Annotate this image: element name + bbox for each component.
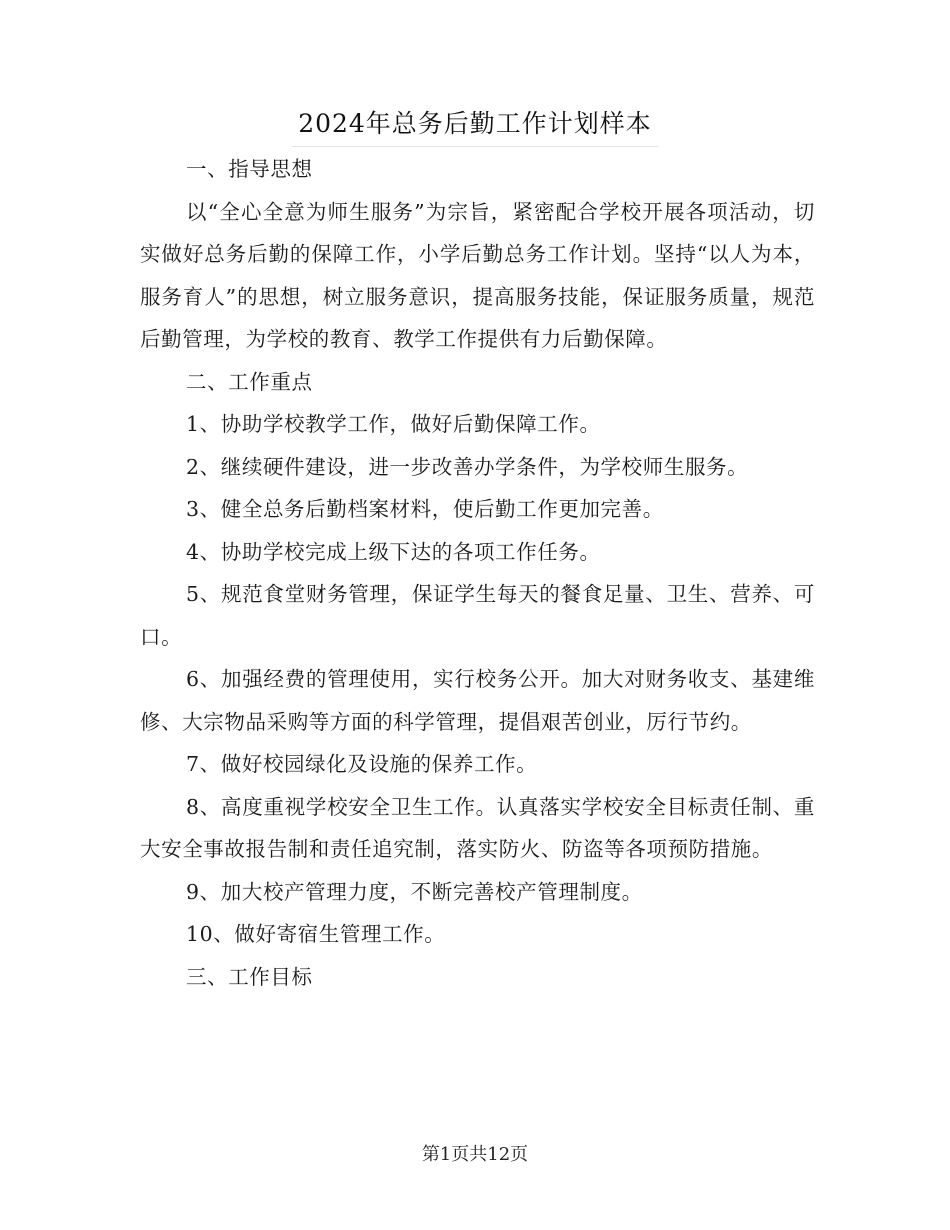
page-number-footer: 第1页共12页 [421, 1144, 529, 1165]
work-item-2: 2、继续硬件建设，进一步改善办学条件，为学校师生服务。 [186, 454, 749, 479]
work-item-5: 5、规范食堂财务管理，保证学生每天的餐食足量、卫生、营养、可口。 [140, 582, 815, 649]
work-item-6: 6、加强经费的管理使用，实行校务公开。加大对财务收支、基建维修、大宗物品采购等方面的科学管理，提倡艰苦创业，厉行节约。 [140, 667, 815, 734]
section-heading-work-goals: 三、工作目标 [186, 964, 313, 989]
document-title: 2024年总务后勤工作计划样本 [292, 100, 658, 147]
work-item-3: 3、健全总务后勤档案材料，使后勤工作更加完善。 [186, 497, 664, 521]
work-item-1: 1、协助学校教学工作，做好后勤保障工作。 [186, 412, 601, 436]
paragraph-guiding-principle: 以“全心全意为师生服务”为宗旨，紧密配合学校开展各项活动，切实做好总务后勤的保障工作，小学后勤总务工作计划。坚持“以人为本，服务育人”的思想，树立服务意识，提高服务技能，保证服务质量，规范后勤管理，为学校的教育、教学工作提供有力后勤保障。 [140, 199, 815, 351]
work-item-4: 4、协助学校完成上级下达的各项工作任务。 [186, 539, 601, 564]
section-heading-guiding-principle: 一、指导思想 [186, 157, 313, 181]
work-item-9: 9、加大校产管理力度，不断完善校产管理制度。 [186, 879, 643, 904]
work-item-8: 8、高度重视学校安全卫生工作。认真落实学校安全目标责任制、重大安全事故报告制和责任追究制，落实防火、防盗等各项预防措施。 [140, 794, 815, 861]
title-container [0, 100, 950, 147]
document-body [140, 148, 815, 998]
section-heading-work-focus: 二、工作重点 [186, 369, 313, 394]
work-item-10: 10、做好寄宿生管理工作。 [186, 922, 446, 946]
work-item-7: 7、做好校园绿化及设施的保养工作。 [186, 752, 538, 776]
